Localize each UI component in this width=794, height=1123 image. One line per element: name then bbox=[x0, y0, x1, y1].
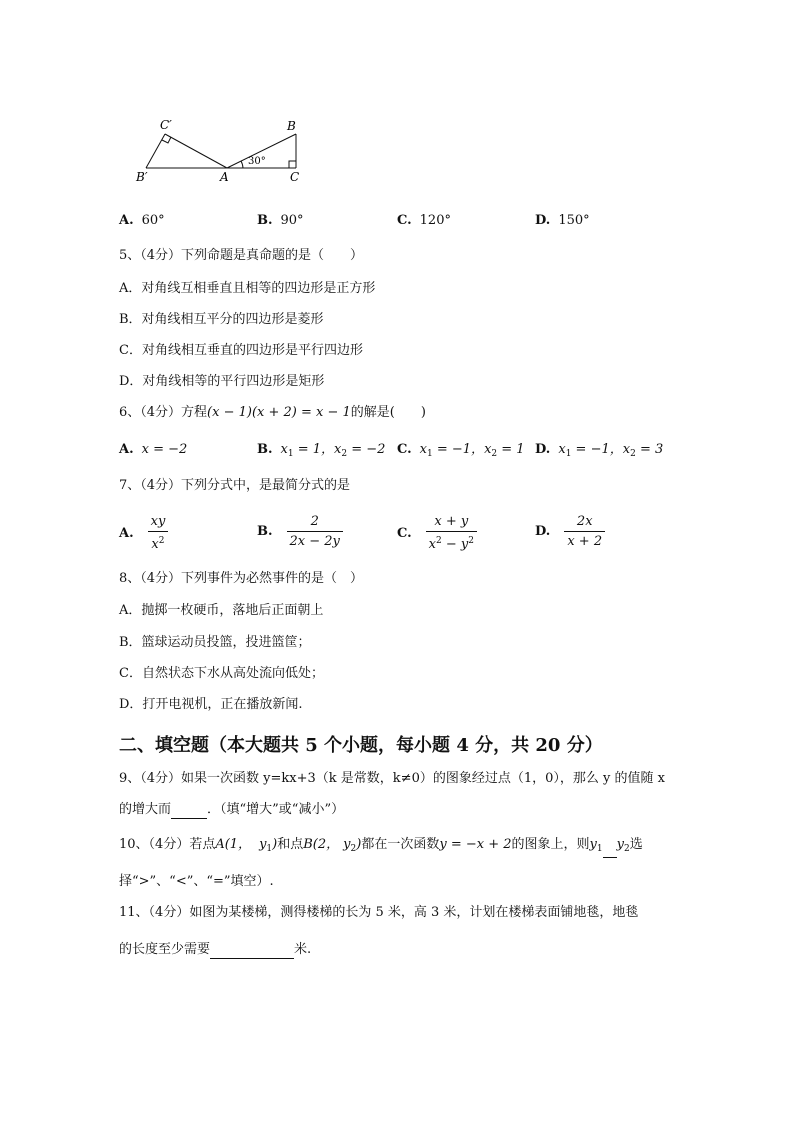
q8-option-d[interactable]: D．打开电视机，正在播放新闻. bbox=[119, 697, 303, 712]
q4-option-c[interactable]: C. 120° bbox=[397, 213, 451, 228]
q5-option-b[interactable]: B．对角线相互平分的四边形是菱形 bbox=[119, 312, 324, 327]
q5-option-c[interactable]: C．对角线相互垂直的四边形是平行四边形 bbox=[119, 343, 363, 358]
q6-option-a[interactable]: A. x = −2 bbox=[119, 442, 188, 457]
section-title: 二、填空题（本大题共 5 个小题，每小题 4 分，共 20 分） bbox=[119, 735, 603, 756]
q10-answer-blank[interactable] bbox=[603, 845, 617, 858]
q8-stem: 8、（4分）下列事件为必然事件的是（ ） bbox=[119, 571, 364, 586]
q8-option-a[interactable]: A．抛掷一枚硬币，落地后正面朝上 bbox=[119, 603, 324, 618]
q10-line1: 10、（4分）若点A(1， $y_1$)和点B(2， $y_2$)都在一次函数y = −x + 2的图象上，则$y_1$ $y_2$选 bbox=[119, 836, 643, 858]
q5-stem: 5、（4分）下列命题是真命题的是（ ） bbox=[119, 248, 364, 263]
triangle-figure bbox=[130, 112, 310, 184]
q9-line1: 9、（4分）如果一次函数 y=kx+3（k 是常数，k≠0）的图象经过点（1，0），那么 y 的值随 x bbox=[119, 771, 665, 786]
q7-option-b[interactable]: B. $\frac{2}{2x - 2y}$ bbox=[257, 514, 349, 549]
label-b: B bbox=[287, 119, 296, 133]
q11-line1: 11、（4分）如图为某楼梯，测得楼梯的长为 5 米，高 3 米，计划在楼梯表面铺地毯，地毯 bbox=[119, 905, 639, 920]
q4-option-b[interactable]: B. 90° bbox=[257, 213, 304, 228]
label-b-prime: B′ bbox=[136, 170, 148, 184]
q7-option-a[interactable]: A. $\frac{xy}{x^2}$ bbox=[119, 514, 174, 552]
label-c-prime: C′ bbox=[160, 118, 172, 132]
q5-option-d[interactable]: D．对角线相等的平行四边形是矩形 bbox=[119, 374, 325, 389]
q7-option-d[interactable]: D. $\frac{2x}{x + 2}$ bbox=[535, 514, 611, 549]
q6-option-d[interactable]: D. $x_1 = -1$，$x_2 = 3$ bbox=[535, 442, 664, 459]
q4-option-a[interactable]: A. 60° bbox=[119, 213, 165, 228]
q6-equation: (x − 1)(x + 2) = x − 1 bbox=[207, 405, 351, 420]
q7-stem: 7、（4分）下列分式中，是最简分式的是 bbox=[119, 478, 351, 493]
q10-line2: 择“>”、“<”、“=”填空）. bbox=[119, 874, 274, 889]
q6-stem: 6、（4分）方程(x − 1)(x + 2) = x − 1的解是( ) bbox=[119, 405, 426, 420]
q9-line2: 的增大而 ．（填“增大”或“减小”） bbox=[119, 802, 345, 817]
label-angle: 30° bbox=[248, 156, 266, 167]
label-c: C bbox=[290, 170, 300, 184]
label-a: A bbox=[220, 170, 229, 184]
q8-option-b[interactable]: B．篮球运动员投篮，投进篮筐； bbox=[119, 635, 311, 650]
q7-option-c[interactable]: C. $\frac{x + y}{x^2 - y^2}$ bbox=[397, 514, 483, 552]
q10-function: y = −x + 2 bbox=[439, 837, 512, 852]
q11-line2: 的长度至少需要 米. bbox=[119, 942, 312, 957]
q6-option-b[interactable]: B. $x_1 = 1$，$x_2 = -2$ bbox=[257, 442, 386, 459]
q8-option-c[interactable]: C．自然状态下水从高处流向低处； bbox=[119, 666, 324, 681]
q9-answer-blank[interactable] bbox=[171, 804, 207, 819]
q11-answer-blank[interactable] bbox=[210, 944, 294, 959]
q4-option-d[interactable]: D. 150° bbox=[535, 213, 590, 228]
q6-option-c[interactable]: C. $x_1 = -1$，$x_2 = 1$ bbox=[397, 442, 525, 459]
q5-option-a[interactable]: A．对角线互相垂直且相等的四边形是正方形 bbox=[119, 281, 376, 296]
